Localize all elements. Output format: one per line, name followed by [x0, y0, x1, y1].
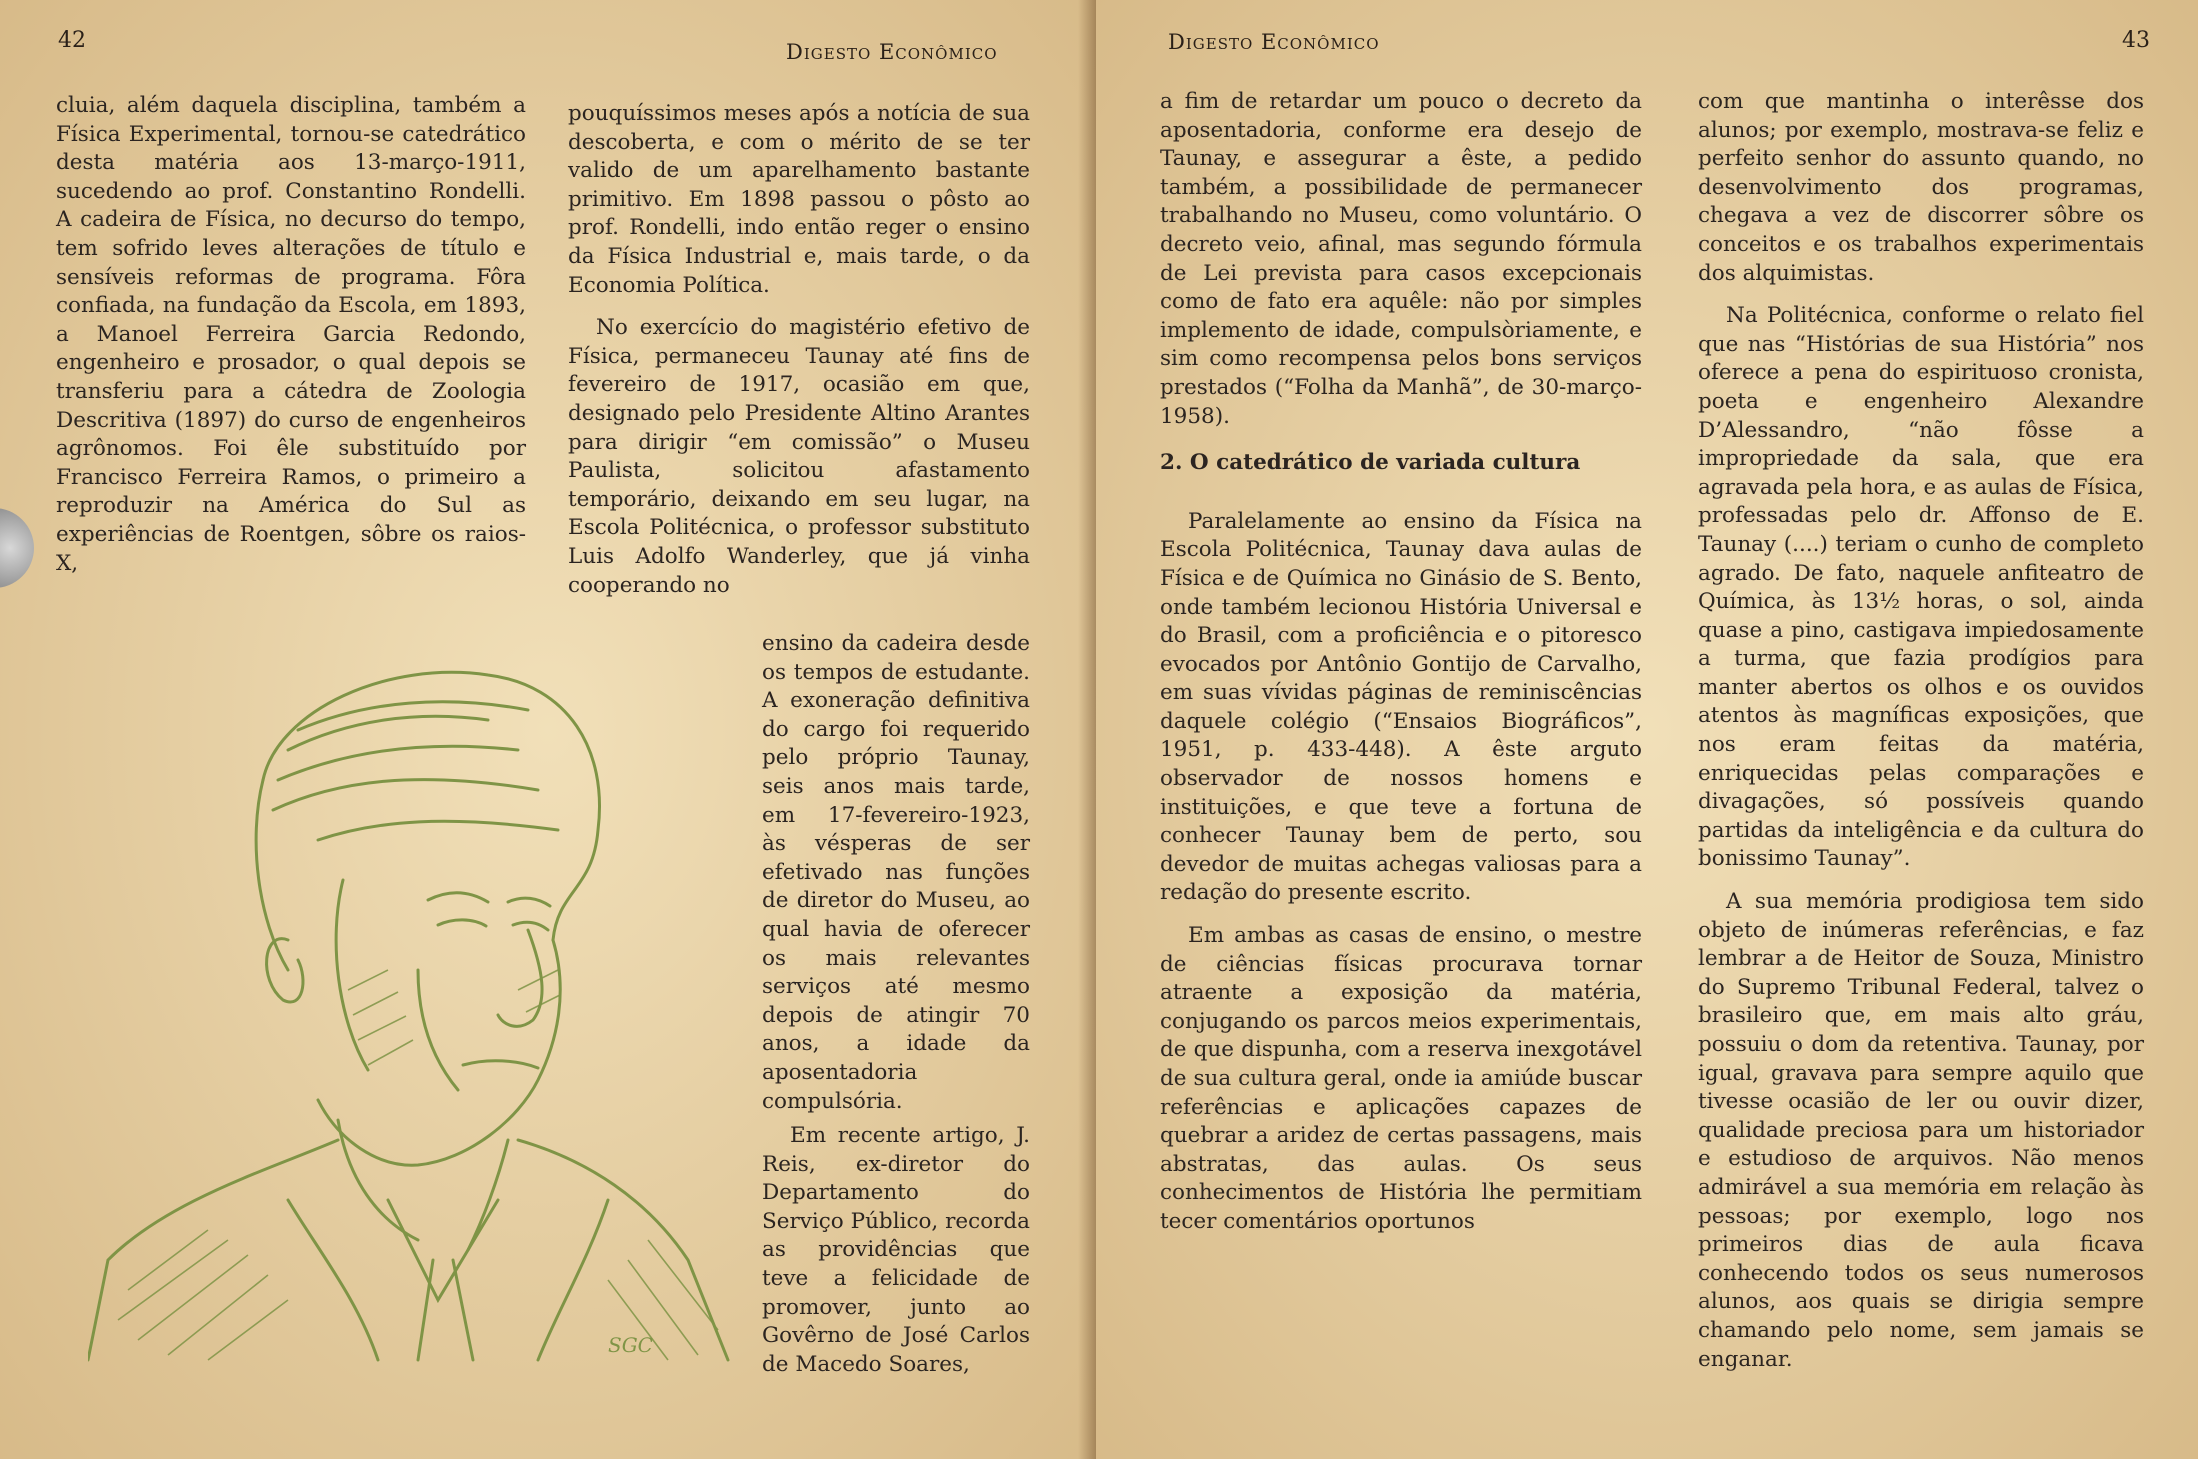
left-column-2	[568, 100, 1030, 614]
paragraph: pouquíssimos meses após a notícia de sua descoberta, e com o mérito de se ter valido de um aparelhamento bastante primitivo. Em 1898 passou o pôsto ao prof. Rondelli, indo então reger o ensino da Física Industrial e, mais tarde, o da Economia Política.	[568, 101, 1030, 298]
right-column-2	[1698, 88, 2144, 1388]
paragraph: Em ambas as casas de ensino, o mestre de ciências físicas procurava tornar atraente a exposição da matéria, conjugando os parcos meios experimentais, de que dispunha, com a reserva inexgotável de sua cultura geral, onde ia amiúde buscar referências e aplicações capazes de quebrar a aridez de certas passagens, mais abstratas, das aulas. Os seus conhecimentos de História lhe permitiam tecer comentários oportunos	[1160, 923, 1642, 1234]
page-number-right: 43	[2122, 28, 2150, 53]
paragraph: Em recente artigo, J. Reis, ex-diretor do Departamento do Serviço Público, recorda as providências que teve a felicidade de promover, junto ao Govêrno de José Carlos de Macedo Soares,	[762, 1123, 1030, 1377]
portrait-illustration	[88, 640, 748, 1370]
paragraph: a fim de retardar um pouco o decreto da aposentadoria, conforme era desejo de Taunay, e assegurar a êste, a pedido também, a possibilidade de permanecer trabalhando no Museu, como voluntário. O decreto veio, afinal, mas segundo fórmula de Lei prevista para casos excepcionais como de fato era aquêle: não por simples implemento de idade, compulsòriamente, e sim como recompensa pelos bons serviços prestados (“Folha da Manhã”, de 30-março-1958).	[1160, 89, 1642, 429]
running-head-right: Digesto Econômico	[1168, 30, 1380, 54]
paragraph: Paralelamente ao ensino da Física na Escola Politécnica, Taunay dava aulas de Física e de Química no Ginásio de S. Bento, onde também lecionou História Universal e do Brasil, com a proficiência e o pitoresco evocados por Antônio Gontijo de Carvalho, em suas vívidas páginas de reminiscências daquele colégio (“Ensaios Biográficos”, 1951, p. 433-448). A êste arguto observador de nossos homens e instituições, e que teve a fortuna de conhecer Taunay bem de perto, sou devedor de muitas achegas valiosas para a redação do presente escrito.	[1160, 508, 1642, 906]
page-number-left: 42	[58, 28, 86, 53]
paragraph: Na Politécnica, conforme o relato fiel que nas “Histórias de sua História” nos oferece a pena do espirituoso cronista, poeta e engenheiro Alexandre D’Alessandro, “não fôsse a impropriedade da sala, que era agravada pela hora, e as aulas de Física, professadas pelo dr. Affonso de E. Taunay (....) teriam o cunho de completo agrado. De fato, naquele anfiteatro de Química, às 13½ horas, o sol, ainda quase a pino, castigava impiedosamente a turma, que fazia prodígios para manter abertos os olhos e os ouvidos atentos às magníficas exposições, que nos eram feitas da matéria, enriquecidas pelas comparações e divagações, só possíveis quando partidas da inteligência e da cultura do bonissimo Taunay”.	[1698, 303, 2144, 872]
paragraph: No exercício do magistério efetivo de Física, permaneceu Taunay até fins de fevereiro de 1917, ocasião em que, designado pelo Presidente Altino Arantes para dirigir “em comissão” o Museu Paulista, solicitou afastamento temporário, deixando em seu lugar, na Escola Politécnica, o professor substituto Luis Adolfo Wanderley, que já vinha cooperando no	[568, 315, 1030, 598]
left-column-1	[56, 92, 526, 592]
right-page	[1096, 0, 2198, 1459]
portrait-signature: SGC	[608, 1333, 653, 1357]
running-head-left: Digesto Econômico	[786, 40, 998, 64]
paragraph: cluia, além daquela disciplina, também a Física Experimental, tornou-se catedrático desta matéria aos 13-março-1911, sucedendo ao prof. Constantino Rondelli. A cadeira de Física, no decurso do tempo, tem sofrido leves alterações de título e sensíveis reformas de programa. Fôra confiada, na fundação da Escola, em 1893, a Manoel Ferreira Garcia Redondo, engenheiro e prosador, o qual depois se transferiu para a cátedra de Zoologia Descritiva (1897) do curso de engenheiros agrônomos. Foi êle substituído por Francisco Ferreira Ramos, o primeiro a reproduzir na América do Sul as experiências de Roentgen, sôbre os raios-X,	[56, 93, 526, 576]
left-page	[0, 0, 1096, 1459]
paragraph: com que mantinha o interêsse dos alunos; por exemplo, mostrava-se feliz e perfeito senhor do assunto quando, no desenvolvimento dos programas, chegava a vez de discorrer sôbre os conceitos e os trabalhos experimentais dos alquimistas.	[1698, 89, 2144, 286]
paper-clip-icon	[0, 508, 34, 588]
paragraph: A sua memória prodigiosa tem sido objeto de inúmeras referências, e faz lembrar a de Heitor de Souza, Ministro do Supremo Tribunal Federal, talvez o brasileiro que, em mais alto gráu, possuiu o dom da retentiva. Taunay, por igual, gravava para sempre aquilo que tivesse ocasião de ler ou ouvir dizer, qualidade preciosa para um historiador e estudioso de arquivos. Não menos admirável a sua memória em relação às pessoas; por exemplo, logo nos primeiros dias de aula ficava conhecendo todos os seus numerosos alunos, aos quais se dirigia sempre chamando pelo nome, sem jamais se enganar.	[1698, 889, 2144, 1372]
paragraph: ensino da cadeira desde os tempos de estudante. A exoneração definitiva do cargo foi requerido pelo próprio Taunay, seis anos mais tarde, em 17-fevereiro-1923, às vésperas de ser efetivado nas funções de diretor do Museu, ao qual havia de oferecer os mais relevantes serviços até mesmo depois de atingir 70 anos, a idade da aposentadoria compulsória.	[762, 631, 1030, 1114]
section-heading: 2. O catedrático de variada cultura	[1160, 450, 1581, 476]
left-column-2-wrap	[762, 630, 1030, 1379]
right-column-1	[1160, 88, 1642, 1251]
